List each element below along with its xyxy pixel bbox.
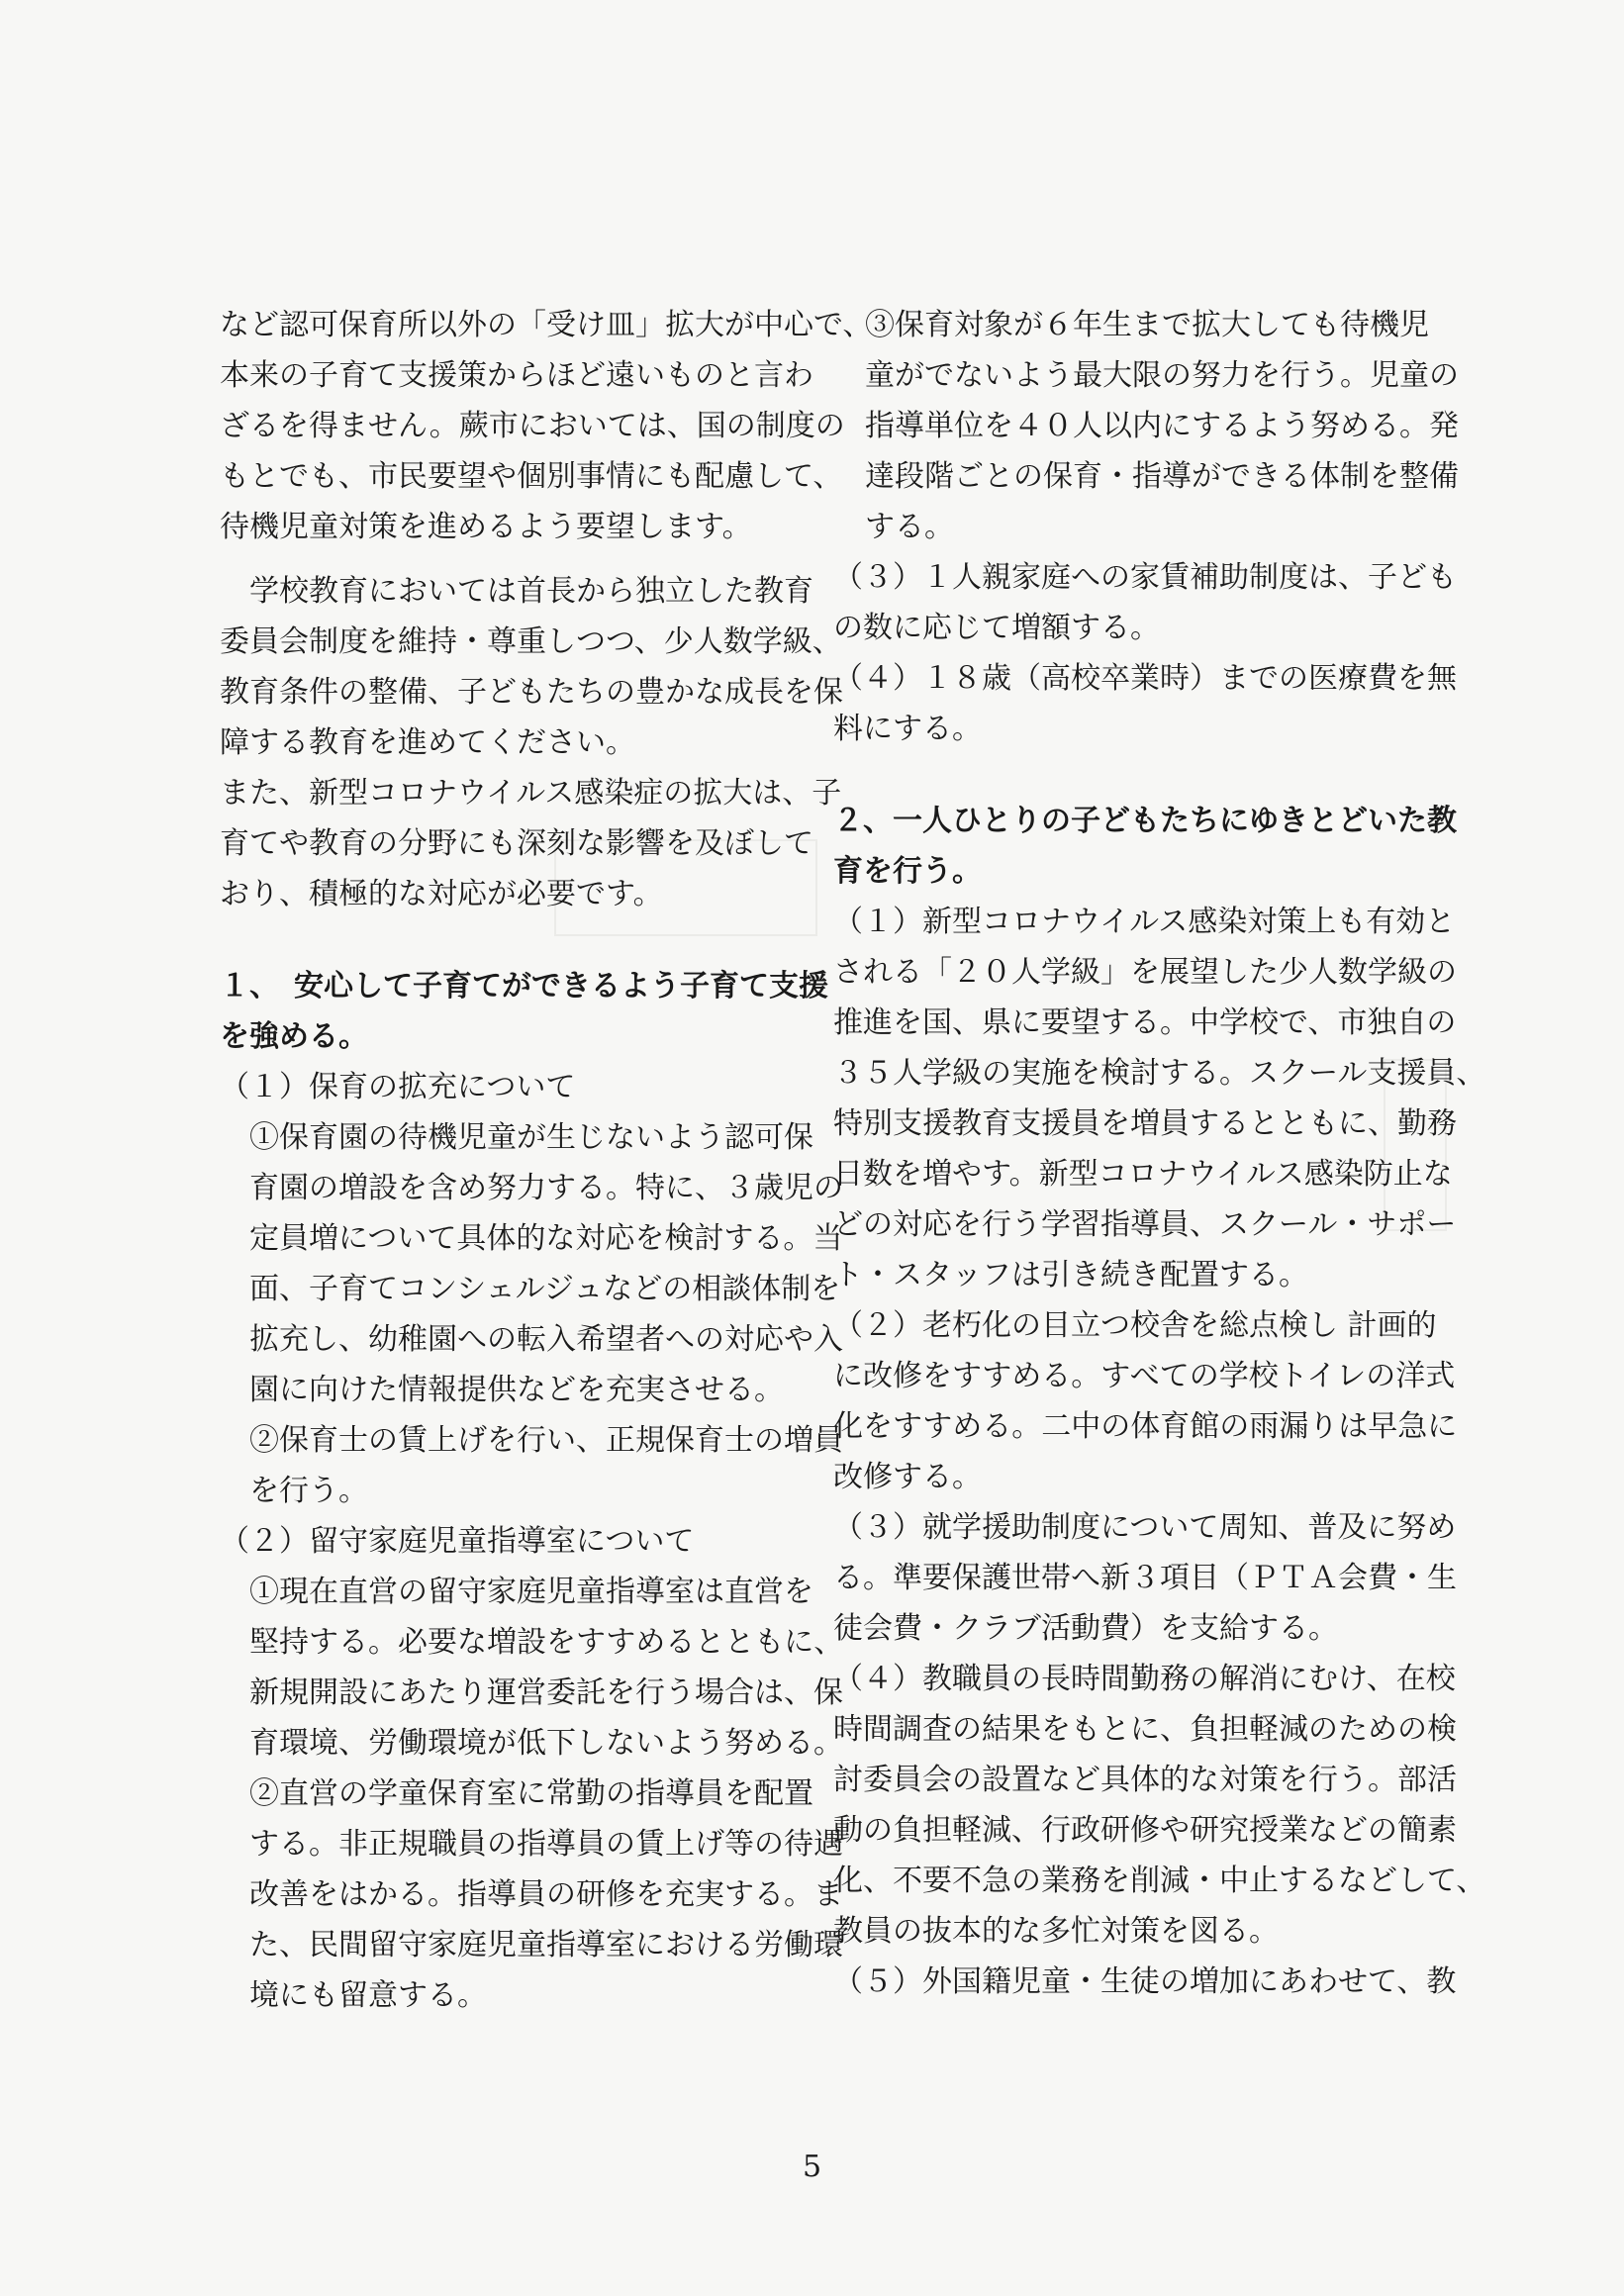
text-line: ②直営の学童保育室に常勤の指導員を配置: [220, 1776, 813, 1811]
text-line: 達段階ごとの保育・指導ができる体制を整備: [865, 459, 1459, 494]
text-line: 童がでないよう最大限の努力を行う。児童の: [865, 358, 1459, 393]
text-line: 推進を国、県に要望する。中学校で、市独自の: [833, 1005, 1457, 1040]
text-line: に改修をすすめる。すべての学校トイレの洋式: [833, 1359, 1456, 1393]
heading-line: ２、一人ひとりの子どもたちにゆきとどいた教: [833, 804, 1457, 838]
text-line: 料にする。: [833, 712, 982, 746]
text-line: 育園の増設を含め努力する。特に、３歳児の: [220, 1171, 843, 1205]
intro-paragraph-2: [220, 566, 843, 768]
text-line: 育てや教育の分野にも深刻な影響を及ぼして: [220, 826, 813, 861]
intro-paragraph-1: [220, 300, 873, 552]
text-line: 定員増について具体的な対応を検討する。当: [220, 1221, 843, 1256]
text-line: ③保育対象が６年生まで拡大しても待機児: [865, 308, 1429, 342]
text-line: どの対応を行う学習指導員、スクール・サポー: [833, 1207, 1457, 1242]
text-line: る。準要保護世帯へ新３項目（ＰＴＡ会費・生: [833, 1561, 1457, 1595]
text-line: 新規開設にあたり運営委託を行う場合は、保: [220, 1675, 843, 1710]
text-line: 拡充し、幼稚園への転入希望者への対応や入: [220, 1322, 843, 1357]
text-line: 育環境、労働環境が低下しないよう努める。: [220, 1726, 843, 1761]
text-line: た、民間留守家庭児童指導室における労働環: [220, 1928, 843, 1962]
text-line: 園に向けた情報提供などを充実させる。: [220, 1373, 784, 1407]
item-4: [833, 653, 1457, 754]
text-line: 障する教育を進めてください。: [220, 725, 635, 760]
text-line: 堅持する。必要な増設をすすめるとともに、: [220, 1625, 844, 1660]
text-line: （１）新型コロナウイルス感染対策上も有効と: [833, 905, 1456, 939]
text-line: 改修する。: [833, 1460, 982, 1494]
text-line: 化をすすめる。二中の体育館の雨漏りは早急に: [833, 1409, 1458, 1444]
item-3: [833, 552, 1457, 653]
text-line: ①保育園の待機児童が生じないよう認可保: [220, 1120, 813, 1155]
text-line: 徒会費・クラブ活動費）を支給する。: [833, 1611, 1338, 1646]
text-line: （５）外国籍児童・生徒の増加にあわせて、教: [833, 1964, 1457, 1999]
text-line: 面、子育てコンシェルジュなどの相談体制を: [220, 1272, 841, 1306]
text-line: （２）老朽化の目立つ校舎を総点検し 計画的: [833, 1308, 1437, 1343]
intro-paragraph-3: [220, 768, 842, 919]
right-column: [833, 300, 1486, 2007]
text-line: 教員の抜本的な多忙対策を図る。: [833, 1914, 1279, 1949]
text-line: ３５人学級の実施を検討する。スクール支援員、: [833, 1056, 1486, 1091]
item-2-continued: [833, 300, 1459, 552]
text-line: 教育条件の整備、子どもたちの豊かな成長を保: [220, 675, 843, 710]
text-line: 学校教育においては首長から独立した教育: [220, 574, 813, 609]
text-line: 特別支援教育支援員を増員するとともに、勤務: [833, 1106, 1457, 1141]
section-2-item-3: [833, 1502, 1457, 1654]
text-line: もとでも、市民要望や個別事情にも配慮して、: [220, 459, 843, 494]
text-line: 化、不要不急の業務を削減・中止するなどして、: [833, 1864, 1486, 1898]
text-line: （４）教職員の長時間勤務の解消にむけ、在校: [833, 1662, 1456, 1696]
text-line: 時間調査の結果をもとに、負担軽減のための検: [833, 1712, 1457, 1747]
text-line: の数に応じて増額する。: [833, 611, 1160, 645]
section-2-item-2: [833, 1300, 1458, 1502]
text-line: おり、積極的な対応が必要です。: [220, 877, 663, 911]
text-line: など認可保育所以外の「受け皿」拡大が中心で、: [220, 308, 873, 342]
section-2-heading: [833, 796, 1457, 897]
text-line: 境にも留意する。: [220, 1978, 487, 2013]
text-line: される「２０人学級」を展望した少人数学級の: [833, 955, 1457, 990]
text-line: ②保育士の賃上げを行い、正規保育士の増員: [220, 1423, 843, 1458]
text-line: （３）就学援助制度について周知、普及に努め: [833, 1510, 1457, 1545]
text-line: ざるを得ません。蕨市においては、国の制度の: [220, 409, 845, 443]
section-1-heading: [220, 961, 828, 1062]
item-2: [220, 1516, 844, 2021]
text-line: 本来の子育て支援策からほど遠いものと言わ: [220, 358, 813, 393]
text-line: また、新型コロナウイルス感染症の拡大は、子: [220, 776, 842, 811]
text-line: （３）１人親家庭への家賃補助制度は、子ども: [833, 560, 1457, 595]
text-line: 指導単位を４０人以内にするよう努める。発: [865, 409, 1459, 443]
heading-line: １、 安心して子育てができるよう子育て支援: [220, 969, 828, 1004]
item-title: （１）保育の拡充について: [220, 1070, 576, 1104]
left-column: [220, 300, 873, 2021]
item-1: [220, 1062, 843, 1516]
text-line: 改善をはかる。指導員の研修を充実する。ま: [220, 1877, 843, 1912]
section-2-item-1: [833, 897, 1486, 1300]
text-line: を行う。: [220, 1474, 368, 1508]
page-number: 5: [802, 2150, 822, 2184]
text-line: ト・スタッフは引き続き配置する。: [833, 1258, 1308, 1292]
section-2-item-4: [833, 1654, 1486, 1957]
text-line: 討委員会の設置など具体的な対策を行う。部活: [833, 1763, 1457, 1797]
heading-line: を強める。: [220, 1019, 368, 1054]
text-line: 日数を増やす。新型コロナウイルス感染防止な: [833, 1157, 1453, 1192]
text-line: 委員会制度を維持・尊重しつつ、少人数学級、: [220, 624, 842, 659]
item-title: （２）留守家庭児童指導室について: [220, 1524, 695, 1559]
text-line: 動の負担軽減、行政研修や研究授業などの簡素: [833, 1813, 1457, 1848]
text-line: する。: [865, 510, 954, 544]
text-line: ①現在直営の留守家庭児童指導室は直営を: [220, 1575, 813, 1609]
heading-line: 育を行う。: [833, 854, 982, 889]
text-line: （４）１８歳（高校卒業時）までの医療費を無: [833, 661, 1457, 696]
section-2-item-5: [833, 1957, 1457, 2007]
text-line: 待機児童対策を進めるよう要望します。: [220, 510, 752, 544]
text-line: する。非正規職員の指導員の賃上げ等の待遇: [220, 1827, 843, 1862]
